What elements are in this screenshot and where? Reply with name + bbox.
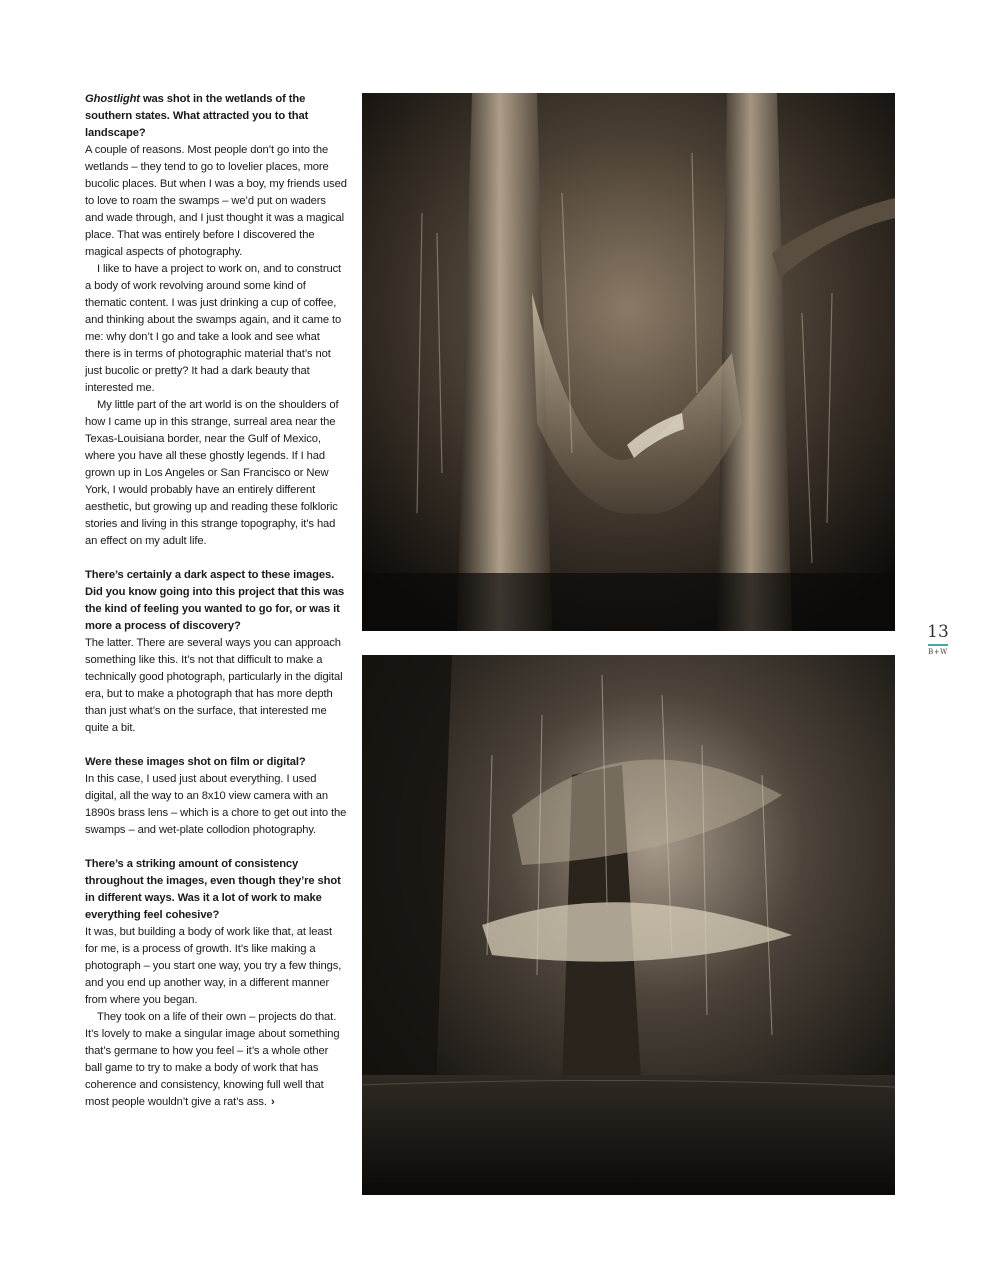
answer-4 [85, 924, 347, 1111]
article-text-column [85, 91, 347, 1128]
answer-2 [85, 635, 347, 737]
answer-paragraph: I like to have a project to work on, and to construct a body of work revolving around some kind of thematic content. I was just drinking a cup of coffee, and thinking about the swamps again, and it came to me: why don’t I go and take a look and see what there is in terms of photographic material that’s not just bucolic or pretty? It had a dark beauty that interested me. [85, 263, 342, 394]
photo-cypress-over-water [362, 655, 895, 1195]
magazine-mark: B+W [928, 648, 948, 656]
answer-paragraph: The latter. There are several ways you can approach something like this. It’s not that difficult to make a technically good photograph, particularly in the digital era, but to make a photograph that has more depth than just what’s on the surface, that interested me quite a bit. [85, 637, 343, 734]
photo-cypress-trees [362, 93, 895, 631]
folio-rule [928, 644, 948, 646]
question-1-title: Ghostlight [85, 93, 140, 105]
photo-cypress-trees-image [362, 93, 895, 631]
continue-arrow-icon: › [270, 1096, 275, 1108]
answer-paragraph: It was, but building a body of work like that, at least for me, is a process of growth. It’s like making a photograph – you start one way, you try a few things, and you end up another way, in a different manner from where you began. [85, 926, 342, 1006]
answer-1 [85, 142, 347, 550]
page-number: 13 [927, 622, 949, 642]
question-4: There’s a striking amount of consistency throughout the images, even though they’re shot in different ways. Was it a lot of work to make everything feel cohesive? [85, 858, 341, 921]
qa-block-1 [85, 91, 347, 550]
answer-paragraph: My little part of the art world is on the shoulders of how I came up in this strange, surreal area near the Texas-Louisiana border, near the Gulf of Mexico, where you have all these ghostly legends. If I had grown up in Los Angeles or San Francisco or New York, I would probably have an entirely different aesthetic, but growing up and reading these folkloric stories and living in this strange topography, it’s had an effect on my adult life. [85, 399, 339, 547]
qa-block-3 [85, 754, 347, 839]
question-1 [85, 91, 347, 142]
answer-paragraph [85, 1009, 347, 1111]
qa-block-2 [85, 567, 347, 737]
answer-paragraph: In this case, I used just about everything. I used digital, all the way to an 8x10 view camera with an 1890s brass lens – which is a chore to get out into the swamps – and wet-plate collodion photography. [85, 773, 347, 836]
answer-paragraph: A couple of reasons. Most people don’t go into the wetlands – they tend to go to lovelier places, more bucolic places. But when I was a boy, my friends used to love to roam the swamps – we’d put on waders and wade through, and I just thought it was a magical place. That was entirely before I discovered the magical aspects of photography. [85, 144, 347, 258]
question-2: There’s certainly a dark aspect to these images. Did you know going into this project that this was the kind of feeling you wanted to go for, or was it more a process of discovery? [85, 569, 345, 632]
question-1-text: was shot in the wetlands of the southern states. What attracted you to that landscape? [85, 93, 309, 139]
answer-3 [85, 771, 347, 839]
question-3: Were these images shot on film or digital? [85, 756, 306, 768]
answer-paragraph-text: They took on a life of their own – projects do that. It’s lovely to make a singular image about something that’s germane to how you feel – it’s a whole other ball game to try to make a body of work that has coherence and consistency, knowing full well that most people wouldn’t give a rat’s ass. [85, 1011, 340, 1108]
qa-block-4 [85, 856, 347, 1111]
photo-cypress-over-water-image [362, 655, 895, 1195]
page-folio [926, 622, 950, 656]
